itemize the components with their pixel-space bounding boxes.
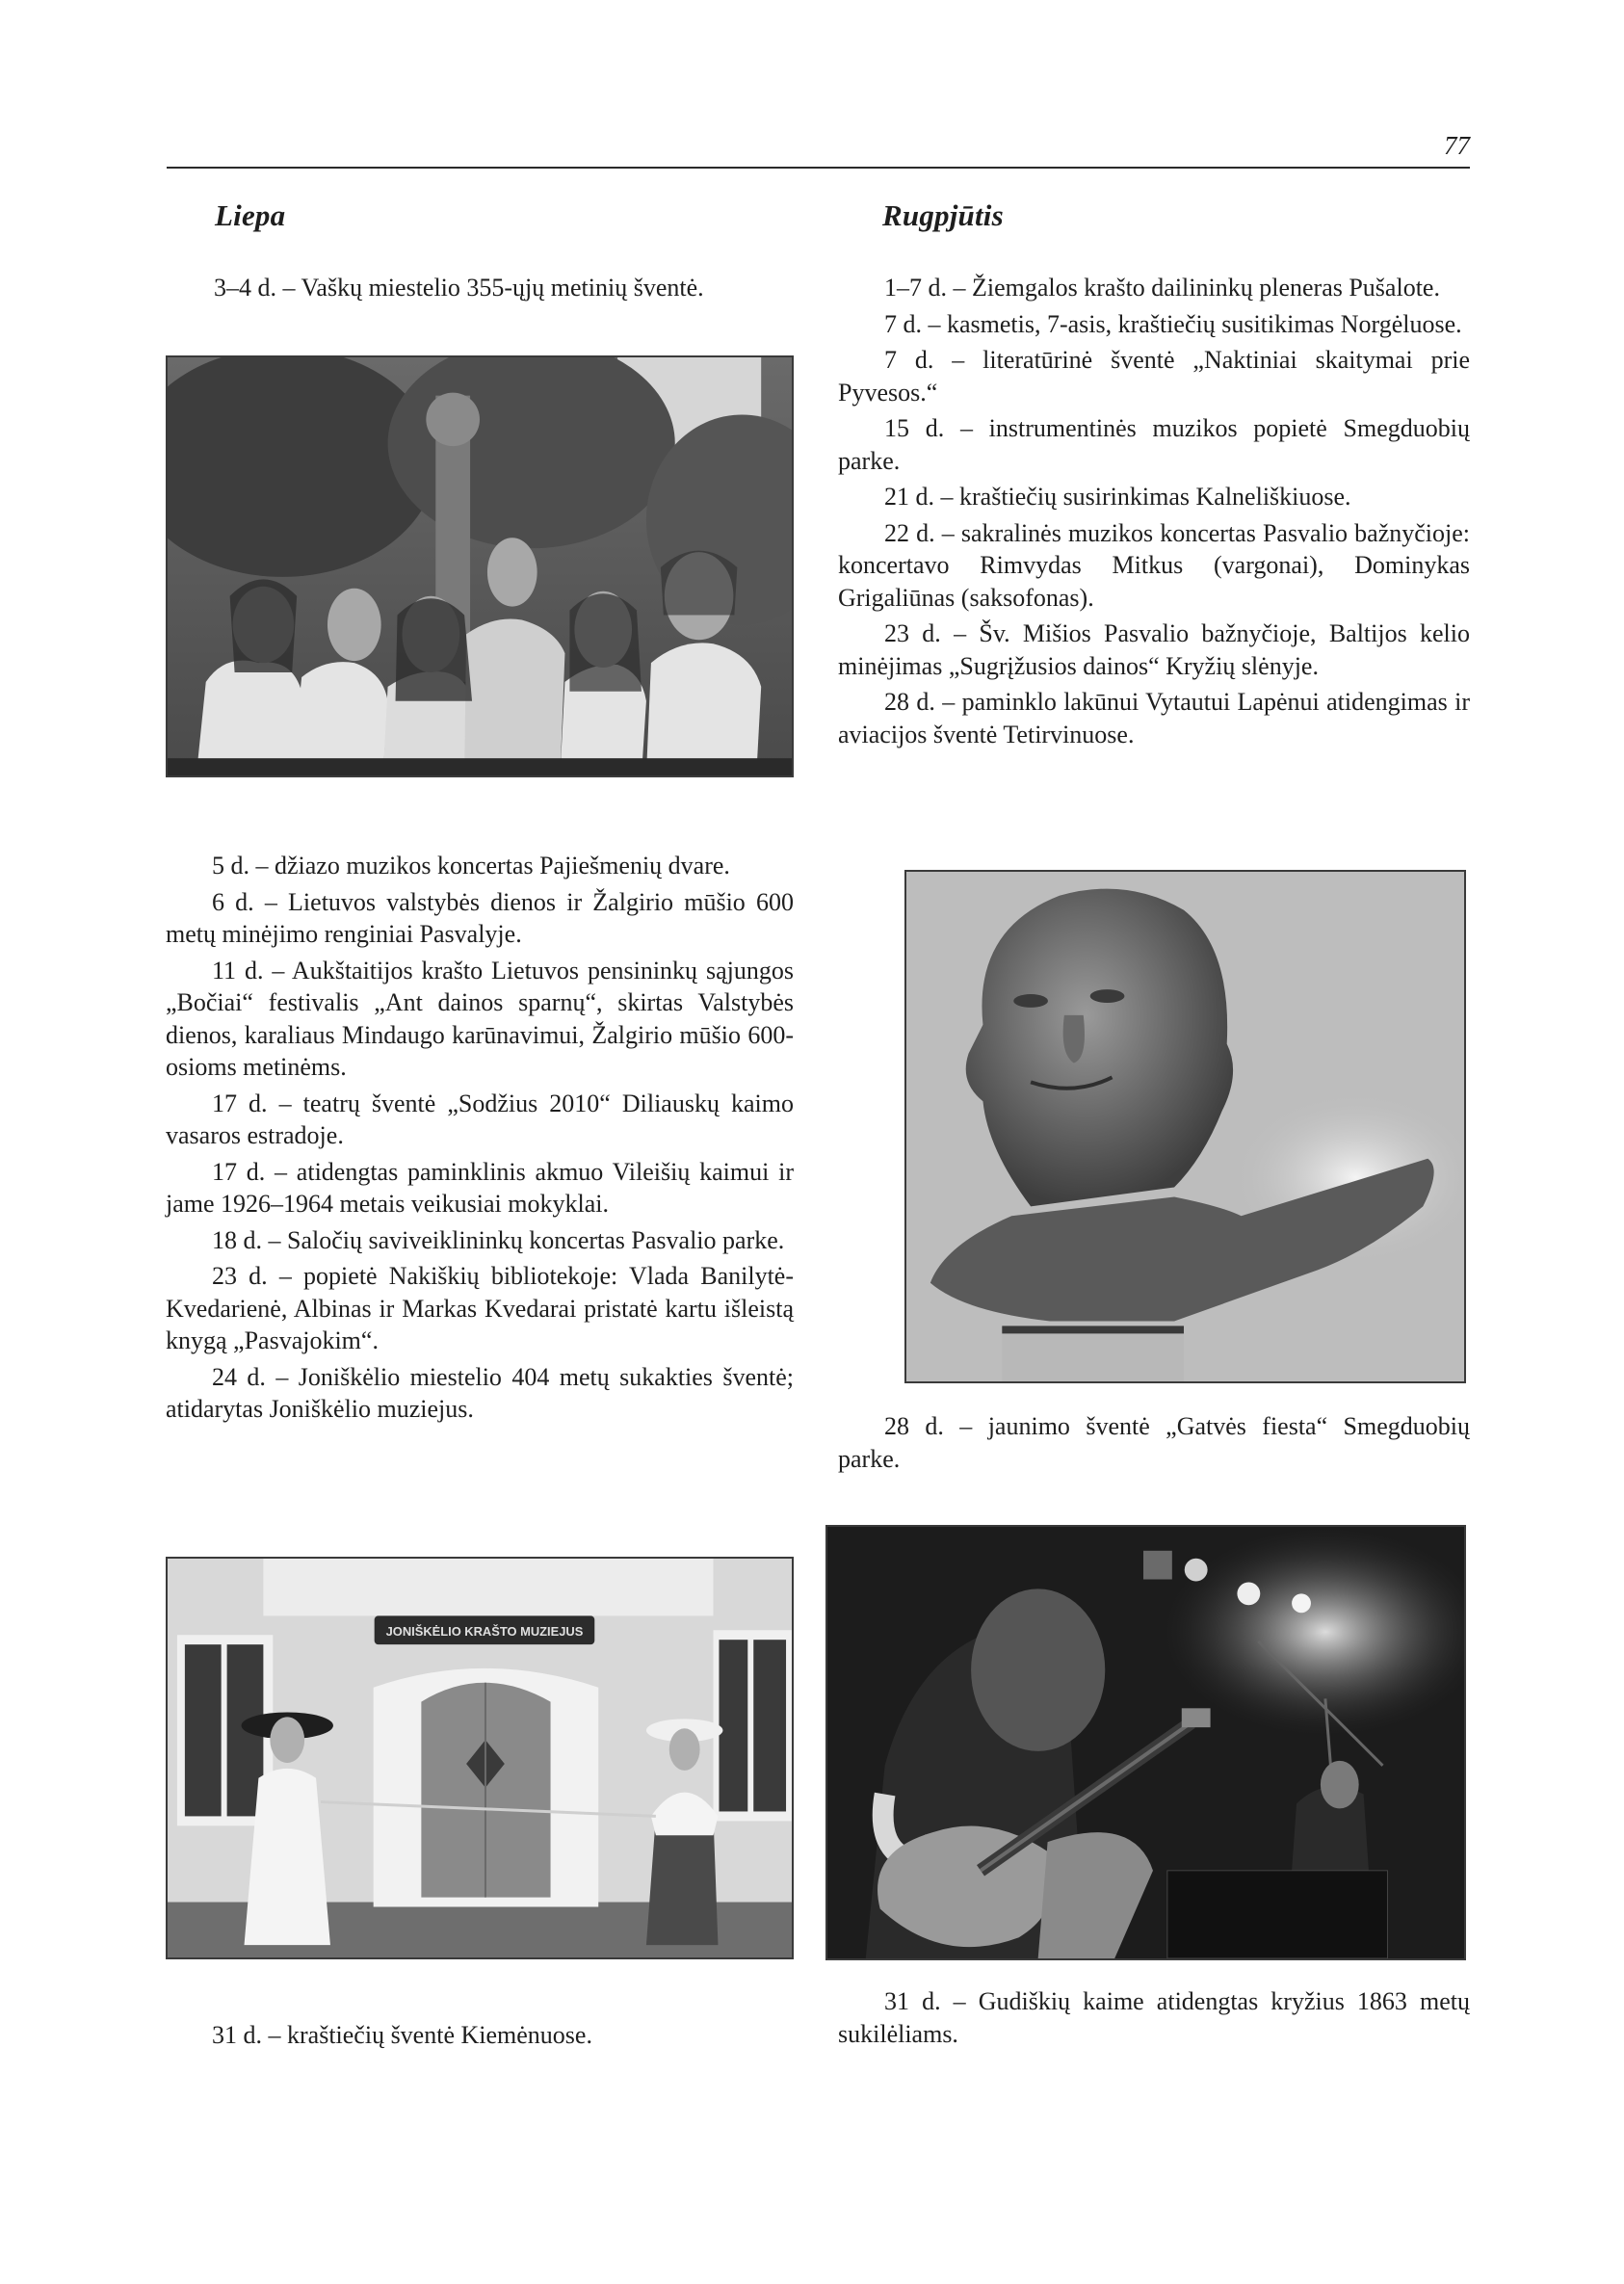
right-entries — [838, 272, 1470, 754]
group-photo-image — [168, 357, 792, 775]
entry: 22 d. – sakralinės muzikos koncertas Pasvalio bažnyčioje: koncertavo Rimvydas Mitkus (vargonai), Dominykas Grigaliūnas (saksofonas). — [838, 518, 1470, 612]
bust-photo-image — [906, 872, 1464, 1381]
entry: 15 d. – instrumentinės muzikos popietė Smegduobių parke. — [838, 414, 1470, 475]
photo-bust — [904, 870, 1466, 1383]
right-last-entry — [838, 1985, 1470, 2054]
right-mid-entry — [838, 1410, 1470, 1479]
entry: 31 d. – kraštiečių šventė Kiemėnuose. — [212, 2021, 592, 2049]
month-heading-liepa: Liepa — [215, 198, 286, 232]
photo-group — [166, 355, 794, 777]
left-first-entry — [214, 272, 801, 308]
entry: 23 d. – popietė Nakiškių bibliotekoje: Vlada Banilytė-Kvedarienė, Albinas ir Markas Kvedarai pristatė kartu išleistą knygą „Pasvajokim“. — [166, 1262, 794, 1354]
page-number: 77 — [1444, 131, 1470, 160]
museum-sign-text: JONIŠKĖLIO KRAŠTO MUZIEJUS — [385, 1624, 584, 1640]
month-heading-rugpjutis: Rugpjūtis — [882, 198, 1004, 232]
entry: 28 d. – jaunimo šventė „Gatvės fiesta“ Smegduobių parke. — [838, 1412, 1470, 1473]
entry: 18 d. – Saločių saviveiklininkų koncertas Pasvalio parke. — [212, 1225, 785, 1254]
entry: 6 d. – Lietuvos valstybės dienos ir Žalgirio mūšio 600 metų minėjimo renginiai Pasvalyje. — [166, 887, 794, 948]
entry: 3–4 d. – Vaškų miestelio 355-ųjų metinių šventė. — [214, 274, 704, 302]
entry: 17 d. – atidengtas paminklinis akmuo Vileišių kaimui ir jame 1926–1964 metais veikusiai mokyklai. — [166, 1157, 794, 1218]
photo-museum — [166, 1557, 794, 1959]
entry: 24 d. – Joniškėlio miestelio 404 metų sukakties šventė; atidarytas Joniškėlio muziejus. — [166, 1362, 794, 1423]
entry: 5 d. – džiazo muzikos koncertas Pajiešmenių dvare. — [212, 852, 730, 879]
entry: 28 d. – paminklo lakūnui Vytautui Lapėnui atidengimas ir aviacijos šventė Tetirvinuose. — [838, 688, 1470, 748]
entry: 7 d. – literatūrinė šventė „Naktiniai skaitymai prie Pyvesos.“ — [838, 346, 1470, 407]
entry: 17 d. – teatrų šventė „Sodžius 2010“ Diliauskų kaimo vasaros estradoje. — [166, 1089, 794, 1149]
left-last-entry — [166, 2019, 794, 2056]
entry: 7 d. – kasmetis, 7-asis, kraštiečių susitikimas Norgėluose. — [884, 309, 1462, 338]
entry: 21 d. – kraštiečių susirinkimas Kalneliškiuose. — [884, 483, 1351, 511]
left-entries — [166, 850, 794, 1430]
entry: 1–7 d. – Žiemgalos krašto dailininkų pleneras Pušalote. — [884, 274, 1440, 302]
entry: 31 d. – Gudiškių kaime atidengtas kryžius 1863 metų sukilėliams. — [838, 1987, 1470, 2048]
entry: 23 d. – Šv. Mišios Pasvalio bažnyčioje, Baltijos kelio minėjimas „Sugrįžusios dainos“ Kryžių slėnyje. — [838, 619, 1470, 680]
museum-photo-image — [168, 1559, 792, 1957]
header-rule — [167, 167, 1470, 169]
entry: 11 d. – Aukštaitijos krašto Lietuvos pensininkų sąjungos „Bočiai“ festivalis „Ant dainos sparnų“, skirtas Valstybės dienos, karaliaus Mindaugo karūnavimui, Žalgirio mūšio 600-osioms metinėms. — [166, 956, 794, 1081]
photo-concert — [825, 1525, 1466, 1960]
concert-photo-image — [827, 1527, 1464, 1958]
